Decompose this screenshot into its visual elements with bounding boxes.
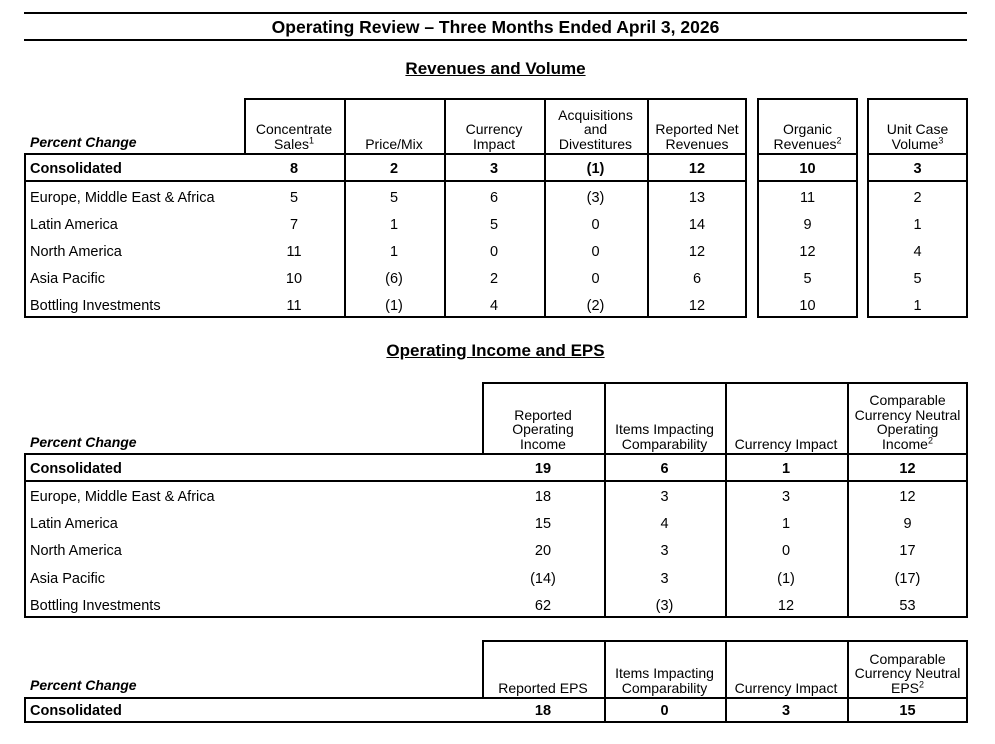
value-cell: 6	[660, 460, 669, 477]
column-header-line: Reported EPS	[498, 679, 588, 696]
eps-column-header	[849, 644, 966, 695]
percent-change-header: Percent Change	[30, 434, 137, 450]
column-header-line: and	[583, 121, 608, 137]
value-cell: 0	[781, 543, 791, 560]
column-header-line: Reported	[514, 406, 572, 423]
footnote-marker: 3	[938, 134, 944, 145]
percent-change-header: Percent Change	[30, 677, 137, 693]
column-header-line: Price/Mix	[365, 135, 423, 152]
value-cell: 12	[899, 488, 916, 505]
column-header-line: Currency Neutral	[854, 665, 961, 681]
value-cell: 14	[688, 216, 706, 233]
value-cell: 3	[660, 488, 669, 505]
value-cell: 5	[913, 271, 922, 288]
value-cell: 1	[389, 216, 399, 233]
column-header-line: Income	[520, 435, 566, 452]
eps-column-header	[727, 644, 845, 695]
column-header-line: Items Impacting	[615, 421, 714, 437]
value-cell: 3	[781, 488, 791, 505]
column-header-line: Income$^2$	[882, 434, 933, 452]
value-cell: 8	[289, 160, 299, 177]
footnote-marker: 2	[919, 678, 925, 689]
column-header-line: Reported Net	[655, 121, 739, 137]
page-title: Operating Review – Three Months Ended April 3, 2026	[271, 17, 720, 37]
value-cell: 3	[660, 543, 669, 560]
eps-column-header	[606, 644, 723, 695]
value-cell: 18	[534, 488, 552, 505]
value-cell: 10	[285, 271, 303, 288]
value-cell: 20	[534, 543, 552, 560]
value-cell: 0	[660, 702, 669, 719]
value-cell: (1)	[586, 160, 605, 177]
value-cell: 5	[389, 189, 399, 206]
footnote-marker: 2	[927, 434, 933, 445]
value-cell: (17)	[894, 570, 921, 587]
operating-section-heading: Operating Income and EPS	[386, 341, 605, 360]
value-cell: 2	[489, 271, 499, 288]
eps-column-header	[484, 644, 602, 695]
column-header-line: Items Impacting	[615, 665, 714, 681]
column-header-line: Revenues	[665, 135, 729, 152]
column-header-line: Organic	[782, 121, 833, 137]
value-cell: 0	[489, 243, 499, 260]
value-cell: 3	[660, 570, 669, 587]
value-cell: 1	[913, 298, 922, 315]
value-cell: 6	[489, 189, 499, 206]
value-cell: 62	[534, 598, 552, 615]
consolidated-label: Consolidated	[30, 702, 122, 719]
value-cell: (3)	[655, 598, 674, 615]
value-cell: 3	[913, 160, 922, 177]
value-cell: 15	[899, 702, 916, 719]
value-cell: 5	[289, 189, 299, 206]
value-cell: 0	[591, 216, 600, 233]
value-cell: 13	[688, 189, 706, 206]
value-cell: 12	[688, 298, 706, 315]
value-cell: 3	[781, 702, 791, 719]
value-cell: 10	[799, 298, 816, 315]
value-cell: 19	[534, 460, 552, 477]
value-cell: 4	[913, 243, 922, 260]
value-cell: (1)	[777, 570, 795, 587]
column-header-line: EPS$^2$	[890, 678, 925, 696]
value-cell: (2)	[586, 298, 605, 315]
value-cell: 1	[913, 216, 922, 233]
value-cell: 18	[534, 702, 552, 719]
region-label: North America	[30, 243, 122, 260]
value-cell: 12	[688, 243, 706, 260]
footnote-marker: 1	[309, 134, 315, 145]
footnote-marker: 2	[836, 134, 842, 145]
column-header-line: Volume$^3$	[891, 134, 944, 152]
region-label: Europe, Middle East & Africa	[30, 488, 215, 505]
revenues-section-heading: Revenues and Volume	[405, 59, 586, 78]
column-header-line: Operating	[512, 421, 574, 437]
value-cell: 15	[534, 515, 552, 532]
value-cell: (3)	[586, 189, 605, 206]
column-header-line: Comparable	[869, 650, 946, 667]
column-header-line: Currency Impact	[734, 679, 838, 696]
column-header-line: Operating	[876, 421, 939, 437]
value-cell: (14)	[530, 570, 556, 587]
value-cell: 4	[660, 515, 669, 532]
value-cell: 1	[781, 460, 791, 477]
region-label: Bottling Investments	[30, 598, 161, 615]
value-cell: 12	[688, 160, 706, 177]
value-cell: (6)	[385, 271, 403, 288]
value-cell: 2	[913, 189, 922, 206]
value-cell: 12	[799, 243, 816, 260]
region-label: North America	[30, 543, 122, 560]
column-header-line: Concentrate	[255, 121, 333, 137]
value-cell: 10	[799, 160, 816, 177]
region-label: Latin America	[30, 216, 118, 233]
value-cell: 7	[289, 216, 299, 233]
value-cell: 53	[899, 598, 916, 615]
value-cell: 1	[781, 515, 791, 532]
region-label: Asia Pacific	[30, 271, 105, 288]
value-cell: 0	[591, 243, 600, 260]
value-cell: 0	[591, 271, 600, 288]
value-cell: 11	[799, 189, 816, 206]
consolidated-label: Consolidated	[30, 460, 122, 477]
column-header-line: Revenues$^2$	[773, 134, 842, 152]
value-cell: 6	[692, 271, 702, 288]
value-cell: 17	[899, 543, 916, 560]
column-header-line: Sales$^1$	[273, 134, 315, 152]
value-cell: 12	[777, 598, 795, 615]
value-cell: 5	[489, 216, 499, 233]
column-header-line: Currency Neutral	[854, 406, 961, 423]
region-label: Europe, Middle East & Africa	[30, 189, 215, 206]
region-label: Bottling Investments	[30, 298, 161, 315]
percent-change-header: Percent Change	[30, 134, 137, 150]
value-cell: 2	[389, 160, 399, 177]
value-cell: 4	[489, 298, 499, 315]
value-cell: 11	[286, 298, 302, 315]
column-header-line: Divestitures	[558, 135, 633, 152]
value-cell: 9	[903, 515, 912, 532]
column-header-line: Comparability	[621, 679, 708, 696]
value-cell: 3	[489, 160, 499, 177]
region-label: Latin America	[30, 515, 118, 532]
column-header-line: Acquisitions	[558, 106, 633, 123]
column-header-line: Comparability	[621, 435, 708, 452]
column-header-line: Currency Impact	[734, 435, 838, 452]
value-cell: 12	[899, 460, 916, 477]
column-header-line: Comparable	[869, 392, 946, 408]
column-header-line: Impact	[472, 135, 515, 152]
value-cell: 9	[803, 216, 812, 233]
value-cell: 11	[286, 243, 302, 260]
region-label: Asia Pacific	[30, 570, 105, 587]
column-header-line: Unit Case	[886, 121, 949, 137]
consolidated-label: Consolidated	[30, 160, 122, 177]
value-cell: (1)	[385, 298, 403, 315]
value-cell: 1	[389, 243, 399, 260]
value-cell: 5	[803, 271, 812, 288]
column-header-line: Currency	[465, 121, 523, 137]
